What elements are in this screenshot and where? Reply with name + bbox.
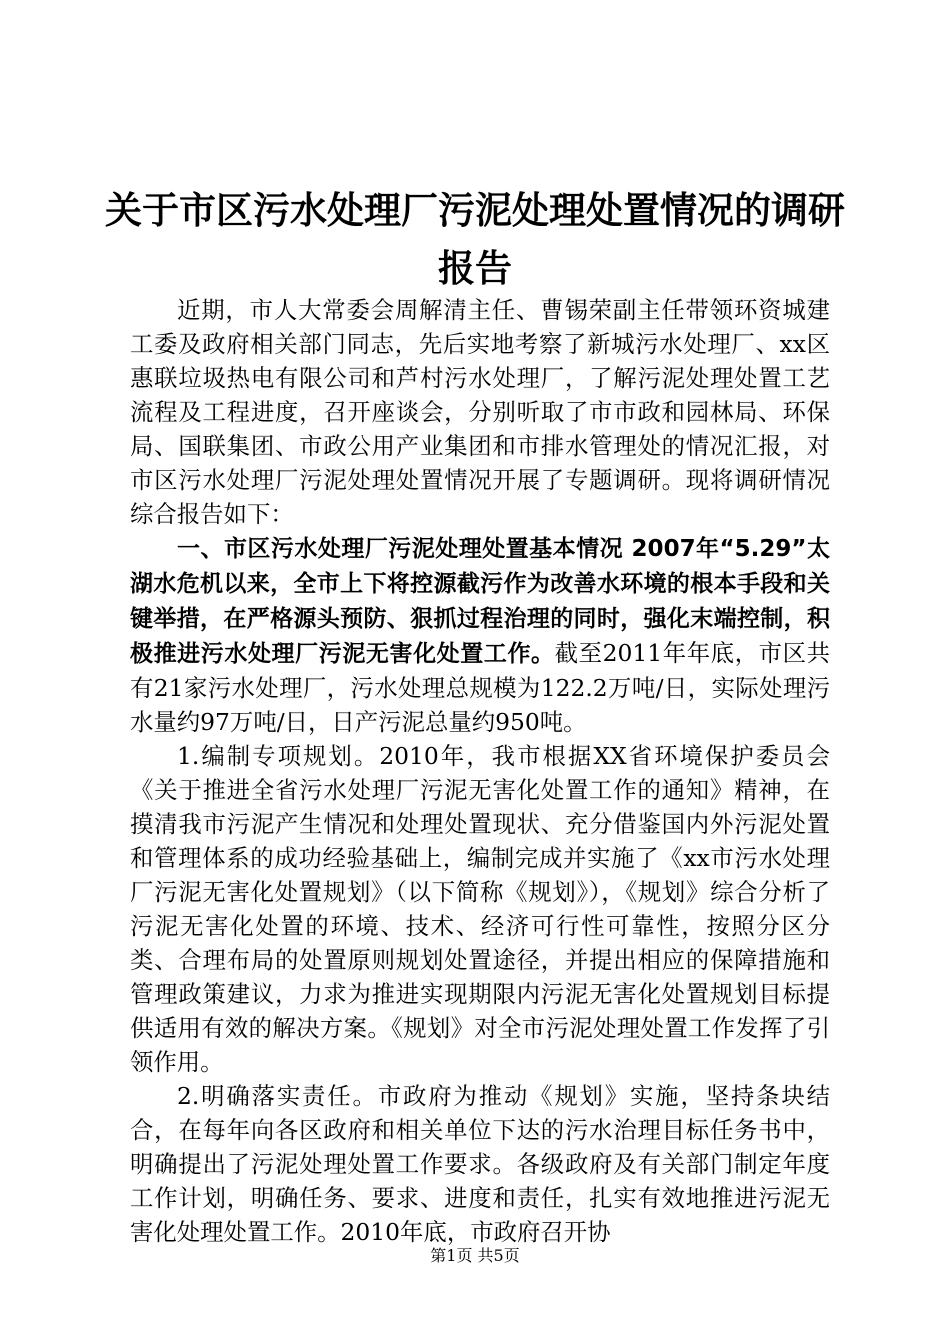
document-body: [130, 293, 830, 1249]
paragraph-section-1: [130, 531, 830, 739]
page-footer: 第1页 共5页: [430, 1246, 520, 1265]
paragraph-intro: 近期，市人大常委会周解清主任、曹锡荣副主任带领环资城建工委及政府相关部门同志，先后实地考察了新城污水处理厂、xx区惠联垃圾热电有限公司和芦村污水处理厂，了解污泥处理处置工艺流程及工程进度，召开座谈会，分别听取了市市政和园林局、环保局、国联集团、市政公用产业集团和市排水管理处的情况汇报，对市区污水处理厂污泥处理处置情况开展了专题调研。现将调研情况综合报告如下：: [130, 296, 830, 528]
section-1-body: 截至2011年年底，市区共有21家污水处理厂，污水处理总规模为122.2万吨/日，实际处理污水量约97万吨/日，日产污泥总量约950吨。: [130, 639, 831, 736]
paragraph-item-1: 1.编制专项规划。2010年，我市根据XX省环境保护委员会《关于推进全省污水处理厂污泥无害化处置工作的通知》精神，在摸清我市污泥产生情况和处理处置现状、充分借鉴国内外污泥处置和管理体系的成功经验基础上，编制完成并实施了《xx市污水处理厂污泥无害化处置规划》（以下简称《规划》），《规划》综合分析了污泥无害化处置的环境、技术、经济可行性可靠性，按照分区分类、合理布局的处置原则规划处置途径，并提出相应的保障措施和管理政策建议，力求为推进实现期限内污泥无害化处置规划目标提供适用有效的解决方案。《规划》对全市污泥处理处置工作发挥了引领作用。: [130, 742, 830, 1076]
section-heading-bold: 一、市区污水处理厂污泥处理处置基本情况 2007年“5.29”太湖水危机以来，全市上下将控源截污作为改善水环境的根本手段和关键举措，在严格源头预防、狠抓过程治理的同时，强化末端控制，积极推进污水处理厂污泥无害化处置工作。: [130, 536, 830, 667]
paragraph-item-2: 2.明确落实责任。市政府为推动《规划》实施，坚持条块结合，在每年向各区政府和相关单位下达的污水治理目标任务书中，明确提出了污泥处理处置工作要求。各级政府及有关部门制定年度工作计划，明确任务、要求、进度和责任，扎实有效地推进污泥无害化处理处置工作。2010年底，市政府召开协: [130, 1082, 830, 1246]
document-title-line-2: 报告: [438, 246, 512, 290]
document-title-line-1: 关于市区污水处理厂污泥处理处置情况的调研: [105, 188, 845, 232]
